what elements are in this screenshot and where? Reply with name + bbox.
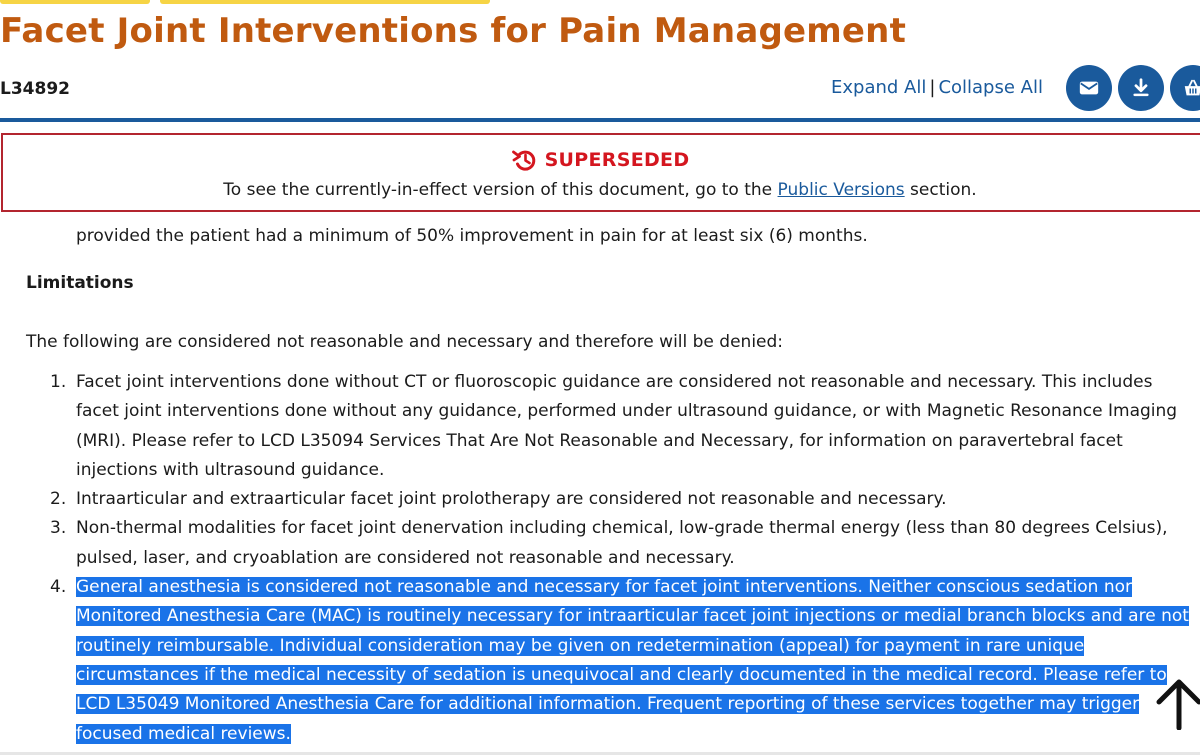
list-item-text: Non-thermal modalities for facet joint denervation including chemical, low-grade thermal energy (less than 80 degrees Celsius), pulsed, laser, and cryoablation are considered not reasonable and necessary. xyxy=(76,518,1168,568)
email-button[interactable] xyxy=(1066,65,1112,111)
banner-status: SUPERSEDED xyxy=(544,149,690,171)
collapse-all-link[interactable]: Collapse All xyxy=(938,77,1043,98)
selected-text[interactable]: General anesthesia is considered not reasonable and necessary for facet joint interventions. Neither conscious sedation nor Monitored Anesthesia Care (MAC) is routinely necessary for intraarticular facet joint injections or medial branch blocks and are not routinely reimbursable. Individual consideration may be given on redetermination (appeal) for payment in rare unique circumstances if the medical necessity of sedation is unequivocal and clearly documented in the medical record. Please refer to LCD L35049 Monitored Anesthesia Care for additional information. Frequent reporting of these services together may trigger focused medical reviews. xyxy=(76,577,1189,744)
basket-icon xyxy=(1182,77,1200,99)
page-title: Facet Joint Interventions for Pain Management xyxy=(0,11,907,51)
banner-message-before: To see the currently-in-effect version of this document, go to the xyxy=(223,180,773,200)
download-button[interactable] xyxy=(1118,65,1164,111)
banner-message-after: section. xyxy=(910,180,977,200)
expand-collapse-links xyxy=(831,76,1043,100)
tab-stub-right[interactable] xyxy=(160,0,490,4)
list-item xyxy=(50,514,1200,573)
limitations-list xyxy=(50,368,1200,749)
arrow-up-icon[interactable] xyxy=(1155,676,1200,730)
tab-stub-left[interactable] xyxy=(0,0,150,4)
list-item xyxy=(50,485,1200,514)
basket-button[interactable] xyxy=(1170,65,1200,111)
limitations-heading: Limitations xyxy=(26,273,134,293)
banner-message xyxy=(0,178,1200,202)
document-id: L34892 xyxy=(0,79,70,99)
list-item-text: Intraarticular and extraarticular facet joint prolotherapy are considered not reasonable and necessary. xyxy=(76,489,947,510)
list-item xyxy=(50,368,1200,485)
list-item xyxy=(50,573,1200,749)
history-icon xyxy=(511,147,539,173)
list-item-number: 3. xyxy=(50,518,67,539)
list-item-number: 1. xyxy=(50,372,67,392)
header-divider xyxy=(0,118,1200,122)
limitations-intro: The following are considered not reasonable and necessary and therefore will be denied: xyxy=(26,332,784,352)
envelope-icon xyxy=(1078,77,1100,99)
list-item-text: Facet joint interventions done without CT or fluoroscopic guidance are considered not reasonable and necessary. This includes facet joint interventions done without any guidance, performed under ultrasound guidance, or with Magnetic Resonance Imaging (MRI). Please refer to LCD L35094 Services That Are Not Reasonable and Necessary, for information on paravertebral facet injections with ultrasound guidance. xyxy=(76,372,1178,480)
download-icon xyxy=(1130,77,1152,99)
public-versions-link[interactable]: Public Versions xyxy=(777,180,905,200)
list-item-number: 4. xyxy=(50,577,67,598)
banner-heading xyxy=(0,147,1200,173)
link-separator: | xyxy=(929,77,936,98)
expand-all-link[interactable]: Expand All xyxy=(831,77,927,98)
carryover-text: provided the patient had a minimum of 50% improvement in pain for at least six (6) months. xyxy=(76,226,868,246)
list-item-number: 2. xyxy=(50,489,67,510)
